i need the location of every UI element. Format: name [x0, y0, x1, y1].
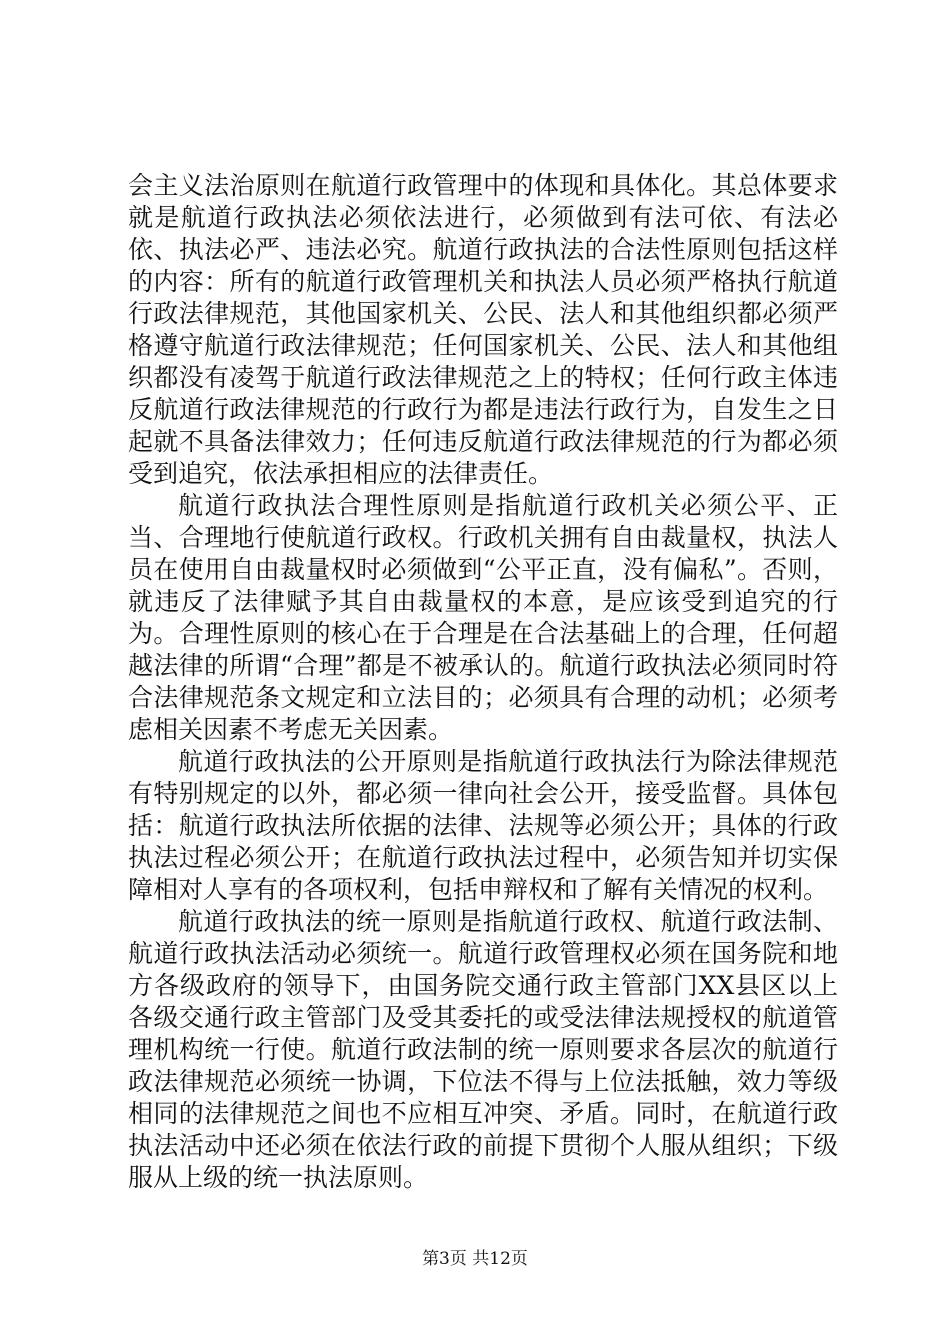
page-number-footer: 第3页 共12页: [422, 1249, 528, 1269]
paragraph-reasonableness: 航道行政执法合理性原则是指航道行政机关必须公平、正当、合理地行使航道行政权。行政机关拥有自由裁量权，执法人员在使用自由裁量权时必须做到“公平正直，没有偏私”。否则，就违反了法律赋予其自由裁量权的本意，是应该受到追究的行为。合理性原则的核心在于合理是在合法基础上的合理，任何超越法律的所谓“合理”都是不被承认的。航道行政执法必须同时符合法律规范条文规定和立法目的；必须具有合理的动机；必须考虑相关因素不考虑无关因素。: [128, 491, 838, 744]
paragraph-unity: 航道行政执法的统一原则是指航道行政权、航道行政法制、航道行政执法活动必须统一。航道行政管理权必须在国务院和地方各级政府的领导下，由国务院交通行政主管部门XX县区以上各级交通行政主管部门及受其委托的或受法律法规授权的航道管理机构统一行使。航道行政法制的统一原则要求各层次的航道行政法律规范必须统一协调，下位法不得与上位法抵触，效力等级相同的法律规范之间也不应相互冲突、矛盾。同时，在航道行政执法活动中还必须在依法行政的前提下贯彻个人服从组织；下级服从上级的统一执法原则。: [128, 907, 838, 1192]
paragraph-openness: 航道行政执法的公开原则是指航道行政执法行为除法律规范有特别规定的以外，都必须一律向社会公开，接受监督。具体包括：航道行政执法所依据的法律、法规等必须公开；具体的行政执法过程必须公开；在航道行政执法过程中，必须告知并切实保障相对人享有的各项权利，包括申辩权和了解有关情况的权利。: [128, 747, 838, 904]
paragraph-legality-continued: 会主义法治原则在航道行政管理中的体现和具体化。其总体要求就是航道行政执法必须依法进行，必须做到有法可依、有法必依、执法必严、违法必究。航道行政执法的合法性原则包括这样的内容：所有的航道行政管理机关和执法人员必须严格执行航道行政法律规范，其他国家机关、公民、法人和其他组织都必须严格遵守航道行政法律规范；任何国家机关、公民、法人和其他组织都没有凌驾于航道行政法律规范之上的特权；任何行政主体违反航道行政法律规范的行政行为都是违法行政行为，自发生之日起就不具备法律效力；任何违反航道行政法律规范的行为都必须受到追究，依法承担相应的法律责任。: [128, 171, 838, 488]
document-body: [128, 170, 838, 1194]
